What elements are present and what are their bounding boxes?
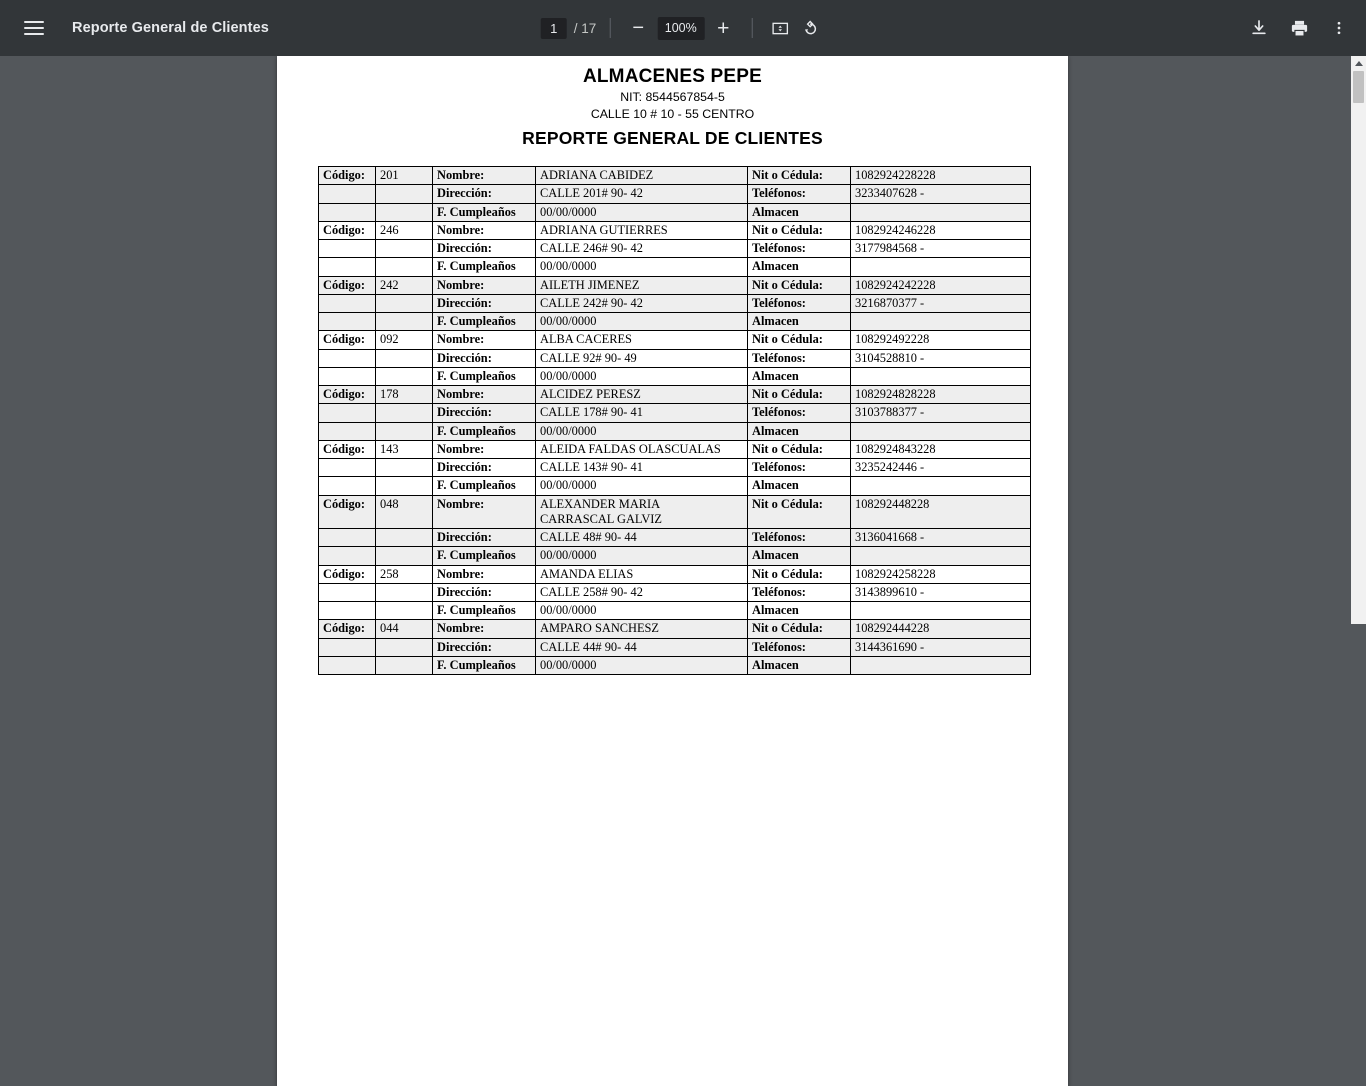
- codigo-value: 246: [376, 221, 433, 239]
- almacen-value: [851, 203, 1031, 221]
- empty-cell: [319, 529, 376, 547]
- empty-cell: [319, 422, 376, 440]
- nit-label: Nit o Cédula:: [748, 276, 851, 294]
- table-row: [319, 185, 1031, 203]
- almacen-value: [851, 422, 1031, 440]
- codigo-label: Código:: [319, 565, 376, 583]
- vertical-scrollbar[interactable]: [1351, 56, 1366, 624]
- clients-table: [318, 166, 1031, 675]
- nit-label: Nit o Cédula:: [748, 620, 851, 638]
- cumpleanos-label: F. Cumpleaños: [433, 367, 536, 385]
- empty-cell: [376, 638, 433, 656]
- empty-cell: [376, 583, 433, 601]
- table-row: [319, 294, 1031, 312]
- toolbar-divider: [609, 18, 610, 38]
- nombre-value: ALEXANDER MARIA CARRASCAL GALVIZ: [536, 495, 748, 529]
- company-address: CALLE 10 # 10 - 55 CENTRO: [590, 107, 755, 122]
- telefonos-value: 3104528810 -: [851, 349, 1031, 367]
- table-row: [319, 459, 1031, 477]
- rotate-button[interactable]: [795, 13, 825, 43]
- empty-cell: [319, 313, 376, 331]
- menu-line: [24, 27, 44, 29]
- empty-cell: [319, 240, 376, 258]
- almacen-label: Almacen: [748, 547, 851, 565]
- empty-cell: [319, 258, 376, 276]
- cumpleanos-value: 00/00/0000: [536, 656, 748, 674]
- empty-cell: [376, 258, 433, 276]
- codigo-value: 242: [376, 276, 433, 294]
- document-title: Reporte General de Clientes: [72, 20, 269, 36]
- table-row: [319, 565, 1031, 583]
- telefonos-value: 3233407628 -: [851, 185, 1031, 203]
- cumpleanos-label: F. Cumpleaños: [433, 203, 536, 221]
- cumpleanos-label: F. Cumpleaños: [433, 477, 536, 495]
- nombre-label: Nombre:: [433, 565, 536, 583]
- direccion-value: CALLE 201# 90- 42: [536, 185, 748, 203]
- download-icon: [1249, 18, 1269, 38]
- nombre-value: ADRIANA CABIDEZ: [536, 167, 748, 185]
- empty-cell: [376, 313, 433, 331]
- empty-cell: [319, 459, 376, 477]
- nombre-value: ALBA CACERES: [536, 331, 748, 349]
- table-row: [319, 404, 1031, 422]
- telefonos-label: Teléfonos:: [748, 349, 851, 367]
- almacen-label: Almacen: [748, 203, 851, 221]
- fit-to-page-button[interactable]: [765, 13, 795, 43]
- hamburger-menu-icon[interactable]: [17, 11, 51, 45]
- toolbar-center-controls: [541, 0, 826, 56]
- nit-value: 1082924246228: [851, 221, 1031, 239]
- direccion-label: Dirección:: [433, 583, 536, 601]
- almacen-value: [851, 547, 1031, 565]
- nombre-label: Nombre:: [433, 221, 536, 239]
- table-row: [319, 583, 1031, 601]
- table-row: [319, 386, 1031, 404]
- almacen-value: [851, 367, 1031, 385]
- table-row: [319, 656, 1031, 674]
- cumpleanos-value: 00/00/0000: [536, 367, 748, 385]
- table-row: [319, 547, 1031, 565]
- report-header: [277, 56, 1068, 149]
- nombre-value: ADRIANA GUTIERRES: [536, 221, 748, 239]
- rotate-counterclockwise-icon: [801, 19, 820, 38]
- more-options-button[interactable]: [1324, 13, 1354, 43]
- print-button[interactable]: [1284, 13, 1314, 43]
- cumpleanos-value: 00/00/0000: [536, 258, 748, 276]
- toolbar-right-controls: [1244, 0, 1354, 56]
- toolbar-divider: [751, 18, 752, 38]
- codigo-label: Código:: [319, 167, 376, 185]
- nit-label: Nit o Cédula:: [748, 565, 851, 583]
- direccion-label: Dirección:: [433, 638, 536, 656]
- table-row: [319, 638, 1031, 656]
- direccion-value: CALLE 92# 90- 49: [536, 349, 748, 367]
- direccion-value: CALLE 258# 90- 42: [536, 583, 748, 601]
- pdf-page-1: [277, 56, 1068, 1086]
- codigo-label: Código:: [319, 386, 376, 404]
- cumpleanos-label: F. Cumpleaños: [433, 602, 536, 620]
- nombre-label: Nombre:: [433, 331, 536, 349]
- empty-cell: [376, 547, 433, 565]
- cumpleanos-label: F. Cumpleaños: [433, 258, 536, 276]
- almacen-label: Almacen: [748, 313, 851, 331]
- empty-cell: [319, 203, 376, 221]
- cumpleanos-label: F. Cumpleaños: [433, 547, 536, 565]
- telefonos-value: 3103788377 -: [851, 404, 1031, 422]
- cumpleanos-value: 00/00/0000: [536, 477, 748, 495]
- table-row: [319, 422, 1031, 440]
- empty-cell: [319, 349, 376, 367]
- telefonos-value: 3136041668 -: [851, 529, 1031, 547]
- table-row: [319, 602, 1031, 620]
- empty-cell: [376, 656, 433, 674]
- pdf-viewer-canvas[interactable]: [0, 56, 1351, 672]
- codigo-value: 143: [376, 440, 433, 458]
- empty-cell: [319, 294, 376, 312]
- empty-cell: [376, 367, 433, 385]
- direccion-label: Dirección:: [433, 185, 536, 203]
- table-row: [319, 313, 1031, 331]
- almacen-label: Almacen: [748, 422, 851, 440]
- empty-cell: [376, 349, 433, 367]
- nit-label: Nit o Cédula:: [748, 495, 851, 529]
- menu-line: [24, 33, 44, 35]
- empty-cell: [376, 477, 433, 495]
- zoom-out-button[interactable]: [623, 13, 653, 43]
- cumpleanos-value: 00/00/0000: [536, 313, 748, 331]
- direccion-label: Dirección:: [433, 240, 536, 258]
- nit-value: 108292444228: [851, 620, 1031, 638]
- page-total-label: / 17: [573, 20, 597, 36]
- direccion-value: CALLE 178# 90- 41: [536, 404, 748, 422]
- nit-label: Nit o Cédula:: [748, 221, 851, 239]
- menu-line: [24, 21, 44, 23]
- direccion-label: Dirección:: [433, 349, 536, 367]
- scroll-up-arrow-icon: [1355, 61, 1363, 66]
- direccion-value: CALLE 246# 90- 42: [536, 240, 748, 258]
- telefonos-value: 3235242446 -: [851, 459, 1031, 477]
- direccion-value: CALLE 143# 90- 41: [536, 459, 748, 477]
- report-title: REPORTE GENERAL DE CLIENTES: [522, 127, 823, 148]
- table-row: [319, 331, 1031, 349]
- nit-value: 1082924828228: [851, 386, 1031, 404]
- cumpleanos-value: 00/00/0000: [536, 547, 748, 565]
- telefonos-label: Teléfonos:: [748, 638, 851, 656]
- nombre-value: AILETH JIMENEZ: [536, 276, 748, 294]
- almacen-label: Almacen: [748, 656, 851, 674]
- company-nit: NIT: 8544567854-5: [620, 89, 725, 104]
- direccion-label: Dirección:: [433, 459, 536, 477]
- telefonos-label: Teléfonos:: [748, 583, 851, 601]
- codigo-value: 044: [376, 620, 433, 638]
- nit-label: Nit o Cédula:: [748, 440, 851, 458]
- cumpleanos-value: 00/00/0000: [536, 422, 748, 440]
- almacen-value: [851, 313, 1031, 331]
- codigo-value: 258: [376, 565, 433, 583]
- empty-cell: [319, 547, 376, 565]
- empty-cell: [319, 583, 376, 601]
- table-row: [319, 620, 1031, 638]
- empty-cell: [319, 404, 376, 422]
- telefonos-label: Teléfonos:: [748, 459, 851, 477]
- scrollbar-thumb[interactable]: [1353, 71, 1364, 103]
- telefonos-label: Teléfonos:: [748, 185, 851, 203]
- nit-label: Nit o Cédula:: [748, 331, 851, 349]
- table-row: [319, 349, 1031, 367]
- table-row: [319, 167, 1031, 185]
- telefonos-value: 3144361690 -: [851, 638, 1031, 656]
- more-vertical-icon: [1330, 19, 1348, 37]
- telefonos-label: Teléfonos:: [748, 529, 851, 547]
- empty-cell: [319, 602, 376, 620]
- table-row: [319, 203, 1031, 221]
- codigo-label: Código:: [319, 331, 376, 349]
- direccion-label: Dirección:: [433, 404, 536, 422]
- almacen-label: Almacen: [748, 477, 851, 495]
- table-row: [319, 240, 1031, 258]
- telefonos-value: 3216870377 -: [851, 294, 1031, 312]
- zoom-level-display[interactable]: 100%: [657, 17, 704, 40]
- table-row: [319, 440, 1031, 458]
- codigo-value: 201: [376, 167, 433, 185]
- company-name: ALMACENES PEPE: [582, 66, 763, 87]
- direccion-value: CALLE 48# 90- 44: [536, 529, 748, 547]
- nombre-value: AMPARO SANCHESZ: [536, 620, 748, 638]
- codigo-value: 092: [376, 331, 433, 349]
- fit-to-page-icon: [771, 19, 790, 38]
- telefonos-label: Teléfonos:: [748, 294, 851, 312]
- almacen-value: [851, 602, 1031, 620]
- nit-value: 108292492228: [851, 331, 1031, 349]
- codigo-value: 048: [376, 495, 433, 529]
- pdf-viewer-toolbar: [0, 0, 1366, 56]
- table-row: [319, 477, 1031, 495]
- codigo-label: Código:: [319, 221, 376, 239]
- nit-value: 108292448228: [851, 495, 1031, 529]
- nombre-value: ALCIDEZ PERESZ: [536, 386, 748, 404]
- table-row: [319, 529, 1031, 547]
- nombre-label: Nombre:: [433, 440, 536, 458]
- empty-cell: [319, 367, 376, 385]
- empty-cell: [376, 203, 433, 221]
- minus-icon: −: [632, 17, 645, 39]
- table-row: [319, 495, 1031, 529]
- nombre-label: Nombre:: [433, 495, 536, 529]
- empty-cell: [376, 404, 433, 422]
- empty-cell: [376, 185, 433, 203]
- codigo-label: Código:: [319, 276, 376, 294]
- page-navigation: [541, 18, 597, 39]
- almacen-label: Almacen: [748, 602, 851, 620]
- nit-label: Nit o Cédula:: [748, 386, 851, 404]
- empty-cell: [319, 638, 376, 656]
- download-button[interactable]: [1244, 13, 1274, 43]
- nit-value: 1082924228228: [851, 167, 1031, 185]
- almacen-value: [851, 258, 1031, 276]
- nombre-label: Nombre:: [433, 276, 536, 294]
- empty-cell: [376, 240, 433, 258]
- cumpleanos-value: 00/00/0000: [536, 602, 748, 620]
- direccion-value: CALLE 44# 90- 44: [536, 638, 748, 656]
- telefonos-label: Teléfonos:: [748, 240, 851, 258]
- table-row: [319, 276, 1031, 294]
- telefonos-label: Teléfonos:: [748, 404, 851, 422]
- almacen-label: Almacen: [748, 258, 851, 276]
- table-row: [319, 367, 1031, 385]
- empty-cell: [376, 529, 433, 547]
- telefonos-value: 3143899610 -: [851, 583, 1031, 601]
- direccion-label: Dirección:: [433, 294, 536, 312]
- nombre-label: Nombre:: [433, 167, 536, 185]
- empty-cell: [319, 477, 376, 495]
- cumpleanos-label: F. Cumpleaños: [433, 422, 536, 440]
- almacen-label: Almacen: [748, 367, 851, 385]
- empty-cell: [376, 459, 433, 477]
- cumpleanos-label: F. Cumpleaños: [433, 313, 536, 331]
- nit-value: 1082924843228: [851, 440, 1031, 458]
- table-row: [319, 258, 1031, 276]
- direccion-value: CALLE 242# 90- 42: [536, 294, 748, 312]
- codigo-label: Código:: [319, 440, 376, 458]
- page-number-input[interactable]: [541, 18, 567, 39]
- direccion-label: Dirección:: [433, 529, 536, 547]
- cumpleanos-label: F. Cumpleaños: [433, 656, 536, 674]
- telefonos-value: 3177984568 -: [851, 240, 1031, 258]
- clients-table-body: [319, 167, 1031, 675]
- nombre-label: Nombre:: [433, 620, 536, 638]
- almacen-value: [851, 656, 1031, 674]
- zoom-in-button[interactable]: [708, 13, 738, 43]
- nit-value: 1082924258228: [851, 565, 1031, 583]
- print-icon: [1289, 18, 1310, 39]
- plus-icon: +: [717, 16, 730, 40]
- codigo-value: 178: [376, 386, 433, 404]
- table-row: [319, 221, 1031, 239]
- nombre-value: AMANDA ELIAS: [536, 565, 748, 583]
- empty-cell: [376, 422, 433, 440]
- codigo-label: Código:: [319, 620, 376, 638]
- empty-cell: [319, 656, 376, 674]
- nombre-value: ALEIDA FALDAS OLASCUALAS: [536, 440, 748, 458]
- nit-label: Nit o Cédula:: [748, 167, 851, 185]
- empty-cell: [376, 602, 433, 620]
- almacen-value: [851, 477, 1031, 495]
- scroll-up-button[interactable]: [1351, 56, 1366, 71]
- codigo-label: Código:: [319, 495, 376, 529]
- cumpleanos-value: 00/00/0000: [536, 203, 748, 221]
- empty-cell: [319, 185, 376, 203]
- empty-cell: [376, 294, 433, 312]
- nit-value: 1082924242228: [851, 276, 1031, 294]
- nombre-label: Nombre:: [433, 386, 536, 404]
